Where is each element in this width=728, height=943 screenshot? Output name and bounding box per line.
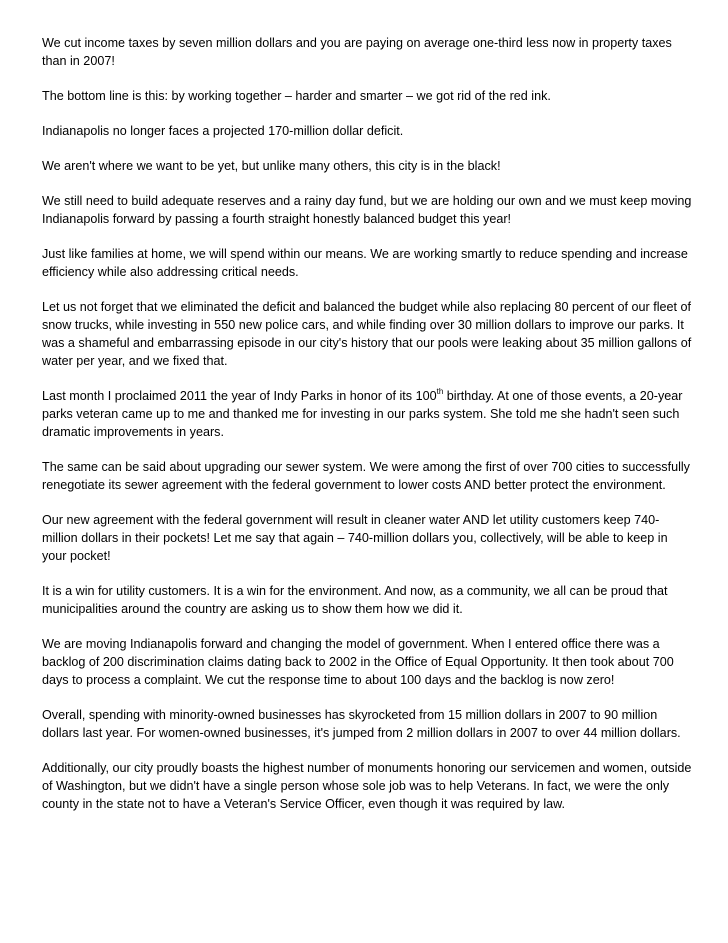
paragraph-minority-businesses: Overall, spending with minority-owned businesses has skyrocketed from 15 million dollars in 2007 to 90 million dollars last year. For women-owned businesses, it's jumped from 2 million dollars in 2007 to over 44 million dollars. <box>42 708 681 740</box>
paragraph-equal-opportunity: We are moving Indianapolis forward and changing the model of government. When I entered office there was a backlog of 200 discrimination claims dating back to 2002 in the Office of Equal Opportunity. It then took about 700 days to process a complaint. We cut the response time to about 100 days and the backlog is now zero! <box>42 637 674 687</box>
document-body <box>42 34 692 830</box>
indy-parks-text-after: birthday. At one of those events, a 20-year parks veteran came up to me and thanked me for investing in our parks system. She told me she hadn't seen such dramatic improvements in years. <box>42 389 683 439</box>
paragraph-federal-agreement: Our new agreement with the federal government will result in cleaner water AND let utility customers keep 740-million dollars in their pockets! Let me say that again – 740-million dollars you, collectively, will be able to keep in your pocket! <box>42 513 668 563</box>
paragraph-veterans: Additionally, our city proudly boasts the highest number of monuments honoring our servicemen and women, outside of Washington, but we didn't have a single person whose sole job was to help Veterans. In fact, we were the only county in the state not to have a Veteran's Service Officer, even though it was required by law. <box>42 761 692 811</box>
paragraph-reserves: We still need to build adequate reserves and a rainy day fund, but we are holding our own and we must keep moving Indianapolis forward by passing a fourth straight honestly balanced budget this year! <box>42 194 692 226</box>
paragraph-sewer-system: The same can be said about upgrading our sewer system. We were among the first of over 700 cities to successfully renegotiate its sewer agreement with the federal government to lower costs AND better protect the environment. <box>42 460 690 492</box>
paragraph-spend-within-means: Just like families at home, we will spend within our means. We are working smartly to reduce spending and increase efficiency while also addressing critical needs. <box>42 247 688 279</box>
paragraph-indy-parks <box>42 387 692 441</box>
paragraph-deficit: Indianapolis no longer faces a projected 170-million dollar deficit. <box>42 124 404 138</box>
indy-parks-text-before: Last month I proclaimed 2011 the year of Indy Parks in honor of its 100 <box>42 389 437 403</box>
paragraph-win-for-customers: It is a win for utility customers. It is a win for the environment. And now, as a community, we all can be proud that municipalities around the country are asking us to show them how we did it. <box>42 584 668 616</box>
paragraph-in-the-black: We aren't where we want to be yet, but unlike many others, this city is in the black! <box>42 159 501 173</box>
ordinal-superscript: th <box>436 386 444 396</box>
paragraph-income-taxes: We cut income taxes by seven million dollars and you are paying on average one-third less now in property taxes than in 2007! <box>42 36 672 68</box>
paragraph-bottom-line: The bottom line is this: by working together – harder and smarter – we got rid of the red ink. <box>42 89 551 103</box>
paragraph-snow-trucks-parks: Let us not forget that we eliminated the deficit and balanced the budget while also replacing 80 percent of our fleet of snow trucks, while investing in 550 new police cars, and while finding over 30 million dollars to improve our parks. It was a shameful and embarrassing episode in our city's history that our pools were leaking about 35 million gallons of water per year, and we fixed that. <box>42 300 692 368</box>
